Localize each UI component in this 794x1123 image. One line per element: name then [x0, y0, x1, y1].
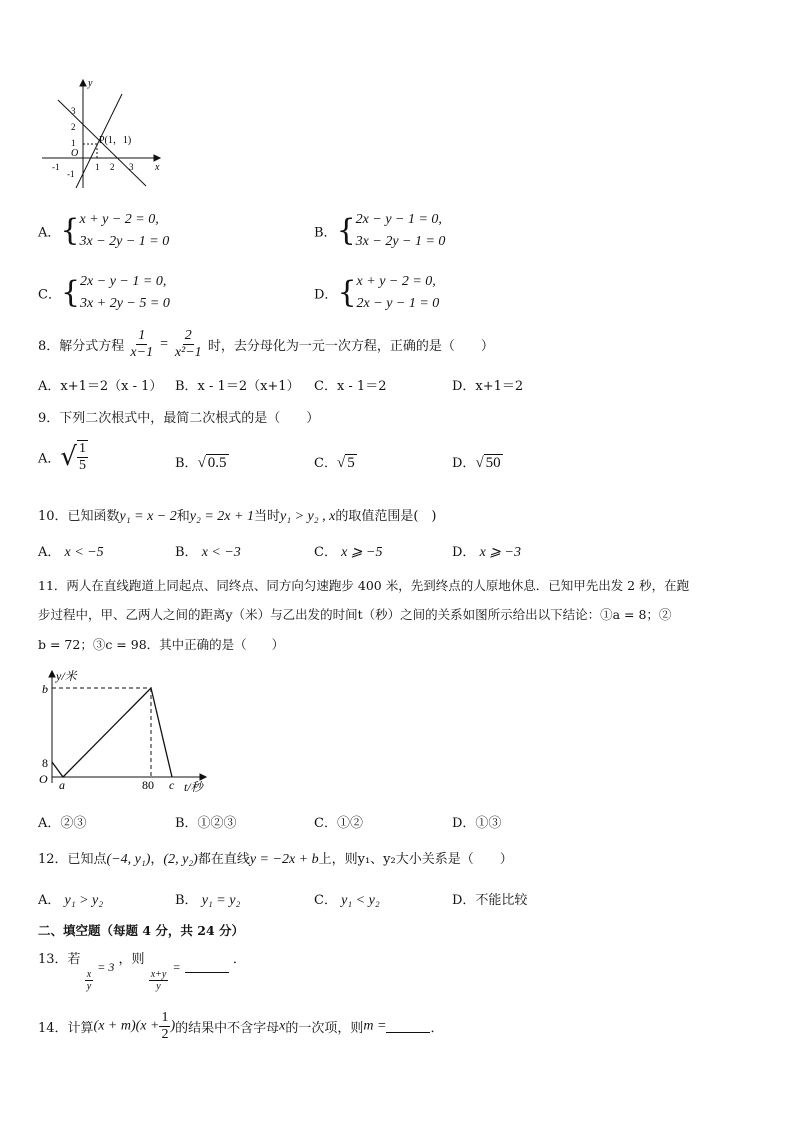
q8-fraction-1	[128, 328, 155, 361]
sqrt-expression	[198, 455, 229, 472]
y-axis-label: y/米	[56, 669, 77, 683]
q13-equals: =	[172, 960, 181, 974]
option-math: y₁ > y₂	[64, 893, 104, 908]
q8-suffix: 时，去分母化为一元一次方程，正确的是（ ）	[207, 339, 494, 354]
numerator: 1	[161, 1010, 169, 1025]
equation-system	[356, 209, 446, 253]
equation-2: 3x + 2y − 5 = 0	[80, 296, 170, 311]
q8-option-c[interactable]: C．x - 1＝2	[314, 379, 387, 394]
option-label: C．	[314, 893, 337, 908]
q9-option-b[interactable]	[175, 452, 229, 472]
brace: {	[60, 275, 81, 310]
denominator: x−1	[130, 345, 154, 360]
b-label: b	[42, 682, 48, 696]
equation-system	[80, 271, 170, 315]
point-1: (−4, y₁)	[106, 852, 151, 867]
q7-option-b[interactable]	[314, 209, 445, 253]
denominator: 5	[78, 458, 86, 473]
equation-system	[357, 271, 440, 315]
numerator: x+y	[150, 969, 167, 980]
denominator: x²−1	[174, 345, 202, 360]
sqrt-symbol: √	[197, 455, 206, 471]
q13-fraction-1	[85, 969, 93, 992]
q13-end: ．	[232, 952, 246, 967]
q8-stem	[38, 328, 494, 361]
q9-option-c[interactable]	[314, 452, 357, 472]
sqrt-symbol: √	[475, 455, 484, 471]
y-tick-2: 2	[71, 122, 76, 132]
q13-then: ，则	[118, 952, 145, 967]
y-axis-arrow	[80, 80, 86, 86]
q14-suffix: 的一次项，则	[285, 1021, 364, 1036]
equation-system	[79, 209, 169, 253]
q13-fraction-2	[149, 969, 169, 992]
distance-time-graph	[36, 665, 216, 795]
q10-prefix: 10．已知函数	[38, 509, 120, 524]
q9-option-a[interactable]	[38, 440, 88, 474]
line-equation: y = −2x + b	[249, 852, 319, 867]
q8-fraction-2	[173, 328, 204, 361]
equation-2: 2x − y − 1 = 0	[356, 296, 440, 311]
brace: {	[337, 275, 357, 310]
q10-option-d[interactable]	[452, 541, 521, 561]
c-label: c	[169, 778, 175, 792]
numerator: 1	[138, 328, 146, 343]
q11-line-1: 11．两人在直线跑道上同起点、同终点、同方向匀速跑步 400 米，先到终点的人原地休息．已知甲先出发 2 秒，在跑	[38, 578, 690, 593]
option-math: y₁ < y₂	[341, 893, 380, 908]
sqrt-symbol: √	[60, 442, 77, 472]
q8-prefix: 8．解分式方程	[38, 339, 125, 354]
denominator: y	[156, 981, 161, 992]
option-label: C．	[38, 287, 61, 303]
function-1: y₁ = x − 2	[119, 509, 177, 524]
radicand: 5	[347, 455, 355, 471]
sqrt-expression	[337, 455, 357, 472]
q14-prefix: 14．计算	[38, 1021, 94, 1036]
q14-answer-blank[interactable]	[386, 1020, 430, 1033]
y-axis-label: y	[88, 78, 93, 89]
q11-line-2: 步过程中，甲、乙两人之间的距离y（米）与乙出发的时间t（秒）之间的关系如图所示给出以下结论：①a = 8；②	[38, 607, 672, 622]
x-tick-1: 1	[95, 162, 100, 172]
origin-label: O	[71, 148, 79, 159]
equation-2: 3x − 2y − 1 = 0	[79, 234, 170, 249]
option-label: B．	[314, 225, 337, 241]
option-label: D．	[452, 456, 476, 471]
q9-stem: 9．下列二次根式中，最简二次根式的是（ ）	[38, 411, 320, 426]
q10-option-c[interactable]	[314, 541, 383, 561]
q14-expression: (x + m)(x +	[93, 1018, 160, 1034]
q12-suffix: 上，则y₁、y₂大小关系是（ ）	[318, 852, 513, 867]
q12-separator: ，	[150, 852, 164, 867]
q12-stem	[38, 848, 513, 868]
q7-option-a[interactable]	[38, 209, 169, 253]
equation-1: x + y − 2 = 0,	[79, 212, 159, 227]
coordinate-graph	[38, 76, 168, 191]
y-tick-neg1: -1	[67, 169, 75, 179]
q10-suffix: 的取值范围是( )	[335, 509, 437, 524]
q11-option-a[interactable]: A．②③	[38, 816, 87, 831]
q10-stem	[38, 505, 436, 525]
q12-option-c[interactable]	[314, 889, 380, 909]
numerator: 1	[78, 441, 86, 456]
option-label: C．	[314, 456, 337, 471]
q14-close-paren: )	[170, 1018, 176, 1034]
q12-option-b[interactable]	[175, 889, 240, 909]
option-label: A．	[38, 225, 61, 241]
option-math: x < −5	[64, 545, 104, 560]
q9-option-d[interactable]	[452, 452, 503, 472]
y-tick-1: 1	[71, 138, 76, 148]
q10-option-a[interactable]	[38, 541, 104, 561]
function-2: y₂ = 2x + 1	[189, 509, 254, 524]
q14-middle: 的结果中不含字母	[175, 1021, 280, 1036]
q14-variable: x	[279, 1018, 286, 1034]
q10-option-b[interactable]	[175, 541, 241, 561]
option-label: D．	[314, 287, 338, 303]
q11-option-c[interactable]: C．①②	[314, 816, 363, 831]
q12-mid: 都在直线	[197, 852, 250, 867]
option-label: A．	[38, 451, 61, 467]
q10-and: 和	[176, 509, 190, 524]
q13-stem	[38, 948, 246, 992]
section-2-title: 二、填空题（每题 4 分，共 24 分）	[38, 923, 245, 938]
x-axis-label: x	[155, 162, 160, 173]
option-label: A．	[38, 545, 61, 560]
option-label: B．	[175, 545, 198, 560]
q11-option-d[interactable]: D．①③	[452, 816, 502, 831]
option-label: D．不能比较	[452, 893, 528, 908]
point-p-label: P(1，1)	[99, 135, 132, 146]
option-math: x < −3	[201, 545, 241, 560]
distance-line	[52, 688, 172, 777]
q14-stem	[38, 1010, 443, 1043]
equation-1: 2x − y − 1 = 0,	[355, 212, 442, 227]
q13-equals-3: = 3	[97, 960, 115, 974]
radicand: 0.5	[207, 455, 227, 471]
option-label: A．	[38, 893, 61, 908]
q12-option-d[interactable]	[452, 889, 527, 908]
y-axis-arrow	[49, 671, 55, 677]
option-math: x ⩾ −5	[341, 545, 383, 560]
option-label: C．	[314, 545, 337, 560]
q14-m-equals: m =	[363, 1018, 387, 1034]
option-label: B．	[175, 893, 198, 908]
q7-option-c[interactable]	[38, 271, 170, 315]
x-tick-neg1: -1	[52, 162, 60, 172]
equation-1: x + y − 2 = 0,	[356, 274, 436, 289]
q13-prefix: 13．若	[38, 952, 81, 967]
numerator: x	[86, 969, 92, 980]
q7-option-d[interactable]	[314, 271, 439, 315]
q12-prefix: 12．已知点	[38, 852, 107, 867]
eight-label: 8	[42, 756, 48, 770]
option-label: D．	[452, 545, 476, 560]
equals-sign: =	[159, 336, 169, 352]
q10-condition: y₁ > y₂ , x	[279, 509, 336, 524]
a-label: a	[59, 778, 65, 792]
equation-2: 3x − 2y − 1 = 0	[355, 234, 446, 249]
denominator: y	[86, 981, 92, 992]
q11-line-3: b = 72；③c = 98．其中正确的是（ ）	[38, 637, 285, 652]
x-axis-arrow	[154, 155, 160, 161]
q10-when: 当时	[253, 509, 280, 524]
numerator: 2	[184, 328, 192, 343]
q13-answer-blank[interactable]	[185, 960, 229, 973]
q14-end: ．	[430, 1021, 444, 1036]
brace: {	[336, 213, 356, 248]
option-math: x ⩾ −3	[479, 545, 521, 560]
q8-option-a[interactable]: A．x+1＝2（x - 1）	[38, 379, 163, 394]
sqrt-expression	[475, 455, 502, 472]
denominator: 2	[161, 1027, 169, 1042]
q8-option-d[interactable]: D．x+1＝2	[452, 379, 524, 394]
q8-option-b[interactable]: B．x - 1＝2（x+1）	[175, 379, 300, 394]
option-math: y₁ = y₂	[201, 893, 241, 908]
origin-label: O	[39, 772, 48, 786]
q14-half	[159, 1010, 170, 1043]
t-axis-label: t/秒	[184, 780, 203, 794]
y-tick-3: 3	[71, 106, 76, 116]
brace: {	[60, 213, 80, 248]
sqrt-symbol: √	[336, 455, 346, 471]
eighty-label: 80	[142, 778, 154, 792]
x-tick-2: 2	[110, 162, 115, 172]
x-tick-3: 3	[129, 162, 134, 172]
sqrt-fraction	[77, 440, 88, 474]
q11-option-b[interactable]: B．①②③	[175, 816, 237, 831]
point-2: (2, y₂)	[163, 852, 198, 867]
equation-1: 2x − y − 1 = 0,	[80, 274, 167, 289]
q12-option-a[interactable]	[38, 889, 103, 909]
radicand: 50	[485, 455, 501, 471]
option-label: B．	[175, 456, 198, 471]
